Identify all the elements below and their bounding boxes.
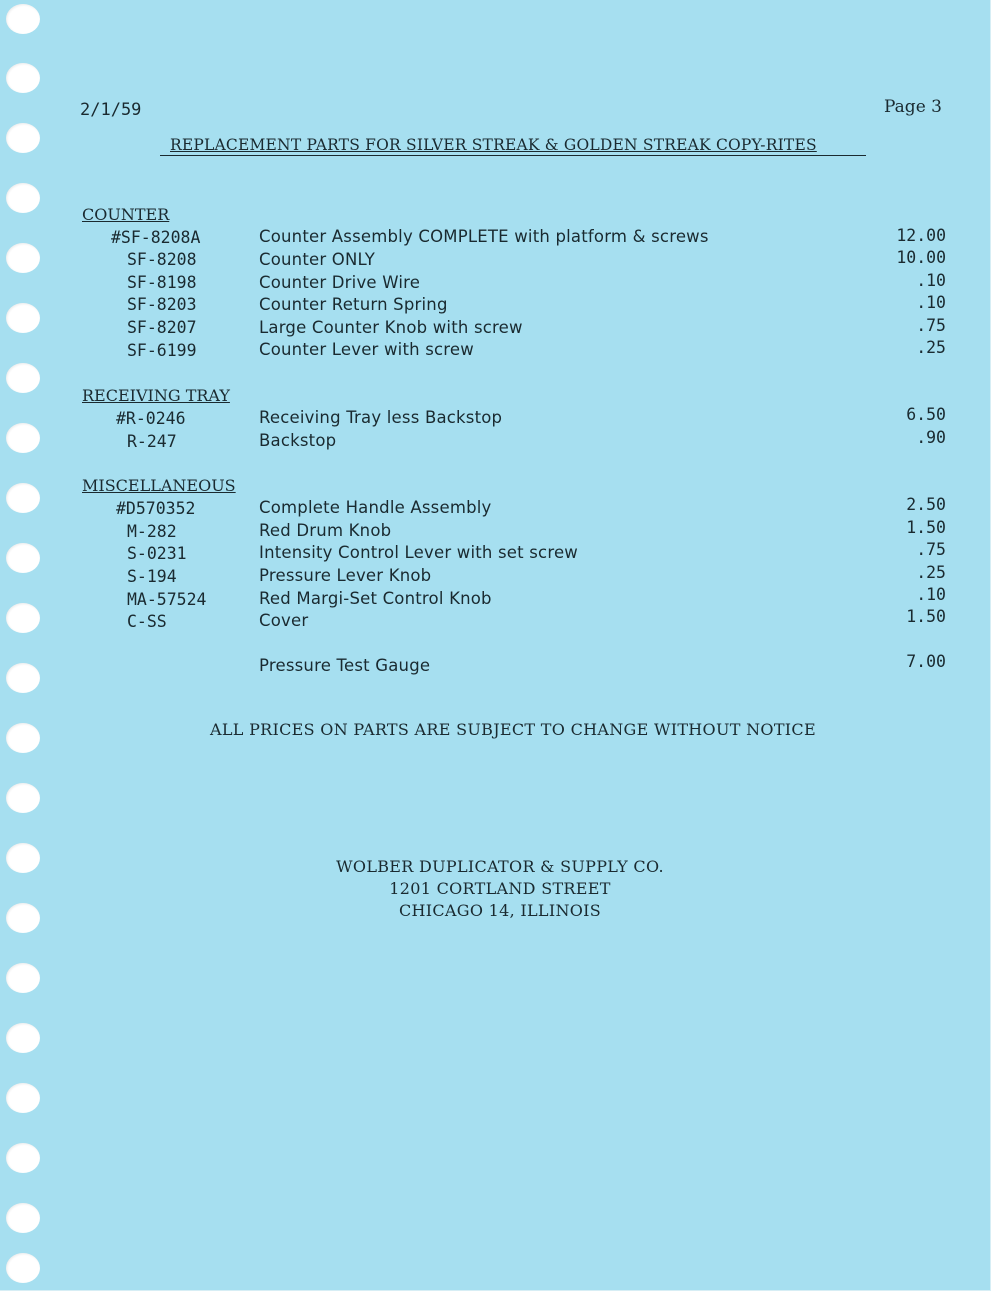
part-description: Pressure Lever Knob xyxy=(259,566,432,585)
part-price: 12.00 xyxy=(896,226,946,245)
company-name: WOLBER DUPLICATOR & SUPPLY CO. xyxy=(336,857,664,876)
binder-hole xyxy=(6,783,40,813)
section-heading-receiving-tray: RECEIVING TRAY xyxy=(82,386,230,405)
part-description: Counter Assembly COMPLETE with platform & screws xyxy=(259,227,709,246)
binder-hole xyxy=(6,963,40,993)
section-heading-miscellaneous: MISCELLANEOUS xyxy=(82,476,236,495)
binder-hole xyxy=(6,123,40,153)
part-number: SF-8208 xyxy=(127,250,197,269)
page-number: Page 3 xyxy=(884,97,942,117)
binder-hole xyxy=(6,663,40,693)
part-price: 1.50 xyxy=(906,607,946,626)
part-price: .25 xyxy=(916,338,946,357)
part-number: MA-57524 xyxy=(127,590,207,609)
part-price: .25 xyxy=(916,563,946,582)
part-number: SF-6199 xyxy=(127,341,197,360)
title-underline xyxy=(160,155,866,156)
part-description: Large Counter Knob with screw xyxy=(259,318,523,337)
part-price: 7.00 xyxy=(906,652,946,671)
part-description: Counter Lever with screw xyxy=(259,340,474,359)
document-date: 2/1/59 xyxy=(80,100,142,120)
part-number: R-247 xyxy=(127,432,177,451)
part-price: 2.50 xyxy=(906,495,946,514)
part-description: Complete Handle Assembly xyxy=(259,498,492,517)
part-price: .75 xyxy=(916,316,946,335)
part-description: Red Margi-Set Control Knob xyxy=(259,589,492,608)
part-description: Backstop xyxy=(259,431,337,450)
binder-hole xyxy=(6,243,40,273)
binder-hole xyxy=(6,543,40,573)
company-city: CHICAGO 14, ILLINOIS xyxy=(398,901,602,920)
part-number: #D570352 xyxy=(116,499,196,518)
part-price: 1.50 xyxy=(906,518,946,537)
binder-hole xyxy=(6,1083,40,1113)
binder-hole xyxy=(6,363,40,393)
part-description: Counter ONLY xyxy=(259,250,375,269)
part-price: 6.50 xyxy=(906,405,946,424)
part-price: .10 xyxy=(916,585,946,604)
part-price: .90 xyxy=(916,428,946,447)
binder-hole xyxy=(6,303,40,333)
part-description: Pressure Test Gauge xyxy=(259,656,431,675)
part-price: .10 xyxy=(916,271,946,290)
binder-hole xyxy=(6,1253,40,1283)
binder-hole xyxy=(6,1203,40,1233)
binder-hole xyxy=(6,603,40,633)
part-number: SF-8203 xyxy=(127,295,197,314)
part-price: 10.00 xyxy=(896,248,946,267)
part-description: Receiving Tray less Backstop xyxy=(259,408,503,427)
section-heading-counter: COUNTER xyxy=(82,205,170,224)
part-description: Counter Return Spring xyxy=(259,295,448,314)
document-title: REPLACEMENT PARTS FOR SILVER STREAK & GOLDEN STREAK COPY-RITES xyxy=(170,136,817,154)
company-street: 1201 CORTLAND STREET xyxy=(389,879,611,898)
part-description: Counter Drive Wire xyxy=(259,273,421,292)
part-description: Intensity Control Lever with set screw xyxy=(259,543,578,562)
price-notice: ALL PRICES ON PARTS ARE SUBJECT TO CHANGE WITHOUT NOTICE xyxy=(210,720,816,739)
part-number: M-282 xyxy=(127,522,177,541)
binder-hole xyxy=(6,183,40,213)
part-number: S-194 xyxy=(127,567,177,586)
binder-hole xyxy=(6,1023,40,1053)
binder-hole xyxy=(6,1143,40,1173)
part-price: .75 xyxy=(916,540,946,559)
part-price: .10 xyxy=(916,293,946,312)
part-description: Red Drum Knob xyxy=(259,521,392,540)
part-number: SF-8198 xyxy=(127,273,197,292)
binder-hole xyxy=(6,63,40,93)
binder-hole xyxy=(6,4,40,34)
binder-hole xyxy=(6,483,40,513)
part-description: Cover xyxy=(259,611,309,630)
binder-hole xyxy=(6,723,40,753)
binder-hole xyxy=(6,423,40,453)
part-number: #SF-8208A xyxy=(111,228,201,247)
part-number: #R-0246 xyxy=(116,409,186,428)
part-number: SF-8207 xyxy=(127,318,197,337)
part-number: S-0231 xyxy=(127,544,187,563)
part-number: C-SS xyxy=(127,612,167,631)
